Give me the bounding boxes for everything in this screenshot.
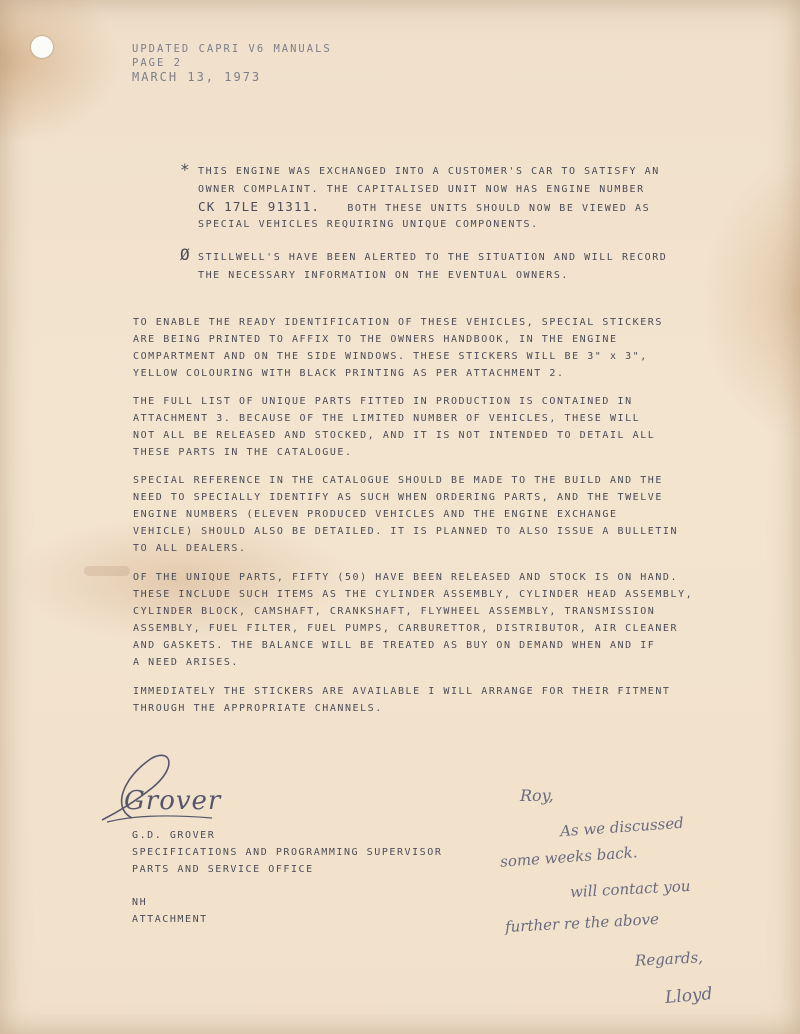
p3-line-2: NEED TO SPECIALLY IDENTIFY AS SUCH WHEN ORDERING PARTS, AND THE TWELVE (133, 492, 663, 503)
p2-line-1: THE FULL LIST OF UNIQUE PARTS FITTED IN PRODUCTION IS CONTAINED IN (133, 396, 633, 407)
header-page: PAGE 2 (132, 57, 182, 69)
p4-line-6: A NEED ARISES. (133, 657, 239, 668)
typist-initials: NH (132, 897, 148, 908)
note-line-5: Regards, (634, 948, 704, 970)
star-note-line-3-text: BOTH THESE UNITS SHOULD NOW BE VIEWED AS (347, 203, 651, 214)
note-line-1: As we discussed (559, 813, 685, 841)
p1-line-4: YELLOW COLOURING WITH BLACK PRINTING AS PER ATTACHMENT 2. (133, 368, 565, 379)
p1-line-1: TO ENABLE THE READY IDENTIFICATION OF THESE VEHICLES, SPECIAL STICKERS (133, 317, 663, 328)
header-title: UPDATED CAPRI V6 MANUALS (132, 43, 332, 55)
note-salutation: Roy, (520, 786, 554, 805)
p5-line-1: IMMEDIATELY THE STICKERS ARE AVAILABLE I WILL ARRANGE FOR THEIR FITMENT (133, 686, 671, 697)
star-note-line-3 (198, 199, 650, 217)
null-marker: Ø (180, 245, 190, 264)
p1-line-3: COMPARTMENT AND ON THE SIDE WINDOWS. THESE STICKERS WILL BE 3" x 3", (133, 351, 648, 362)
star-marker: * (180, 160, 190, 179)
p2-line-3: NOT ALL BE RELEASED AND STOCKED, AND IT IS NOT INTENDED TO DETAIL ALL (133, 430, 656, 441)
p5-line-2: THROUGH THE APPROPRIATE CHANNELS. (133, 703, 383, 714)
note-line-4: further re the above (504, 909, 660, 937)
signatory-title: SPECIFICATIONS AND PROGRAMMING SUPERVISOR (132, 847, 443, 858)
note-line-3: will contact you (569, 876, 691, 902)
p2-line-2: ATTACHMENT 3. BECAUSE OF THE LIMITED NUMBER OF VEHICLES, THESE WILL (133, 413, 641, 424)
attachment-label: ATTACHMENT (132, 914, 208, 925)
punch-hole (31, 36, 53, 58)
p3-line-4: VEHICLE) SHOULD ALSO BE DETAILED. IT IS PLANNED TO ALSO ISSUE A BULLETIN (133, 526, 679, 537)
ink-smudge (84, 566, 130, 576)
p4-line-3: CYLINDER BLOCK, CAMSHAFT, CRANKSHAFT, FLYWHEEL ASSEMBLY, TRANSMISSION (133, 606, 656, 617)
signature-script: Grover (124, 786, 222, 816)
star-note-line-4: SPECIAL VEHICLES REQUIRING UNIQUE COMPONENTS. (198, 219, 539, 230)
star-note-line-2: OWNER COMPLAINT. THE CAPITALISED UNIT NOW HAS ENGINE NUMBER (198, 184, 645, 195)
p4-line-1: OF THE UNIQUE PARTS, FIFTY (50) HAVE BEEN RELEASED AND STOCK IS ON HAND. (133, 572, 679, 583)
document-header (132, 42, 332, 84)
p3-line-1: SPECIAL REFERENCE IN THE CATALOGUE SHOULD BE MADE TO THE BUILD AND THE (133, 475, 663, 486)
p3-line-5: TO ALL DEALERS. (133, 543, 247, 554)
signatory-name: G.D. GROVER (132, 830, 216, 841)
p1-line-2: ARE BEING PRINTED TO AFFIX TO THE OWNERS HANDBOOK, IN THE ENGINE (133, 334, 618, 345)
note-line-2: some weeks back. (499, 843, 639, 871)
star-note-line-1: THIS ENGINE WAS EXCHANGED INTO A CUSTOMER'S CAR TO SATISFY AN (198, 166, 660, 177)
header-date: MARCH 13, 1973 (132, 70, 262, 84)
engine-number: CK 17LE 91311. (198, 199, 321, 214)
p4-line-5: AND GASKETS. THE BALANCE WILL BE TREATED AS BUY ON DEMAND WHEN AND IF (133, 640, 656, 651)
note-sign: Lloyd (664, 983, 714, 1009)
p4-line-2: THESE INCLUDE SUCH ITEMS AS THE CYLINDER ASSEMBLY, CYLINDER HEAD ASSEMBLY, (133, 589, 694, 600)
p4-line-4: ASSEMBLY, FUEL FILTER, FUEL PUMPS, CARBURETTOR, DISTRIBUTOR, AIR CLEANER (133, 623, 679, 634)
p3-line-3: ENGINE NUMBERS (ELEVEN PRODUCED VEHICLES AND THE ENGINE EXCHANGE (133, 509, 618, 520)
p2-line-4: THESE PARTS IN THE CATALOGUE. (133, 447, 353, 458)
null-note-line-2: THE NECESSARY INFORMATION ON THE EVENTUAL OWNERS. (198, 270, 569, 281)
signatory-office: PARTS AND SERVICE OFFICE (132, 864, 314, 875)
null-note-line-1: STILLWELL'S HAVE BEEN ALERTED TO THE SITUATION AND WILL RECORD (198, 252, 668, 263)
